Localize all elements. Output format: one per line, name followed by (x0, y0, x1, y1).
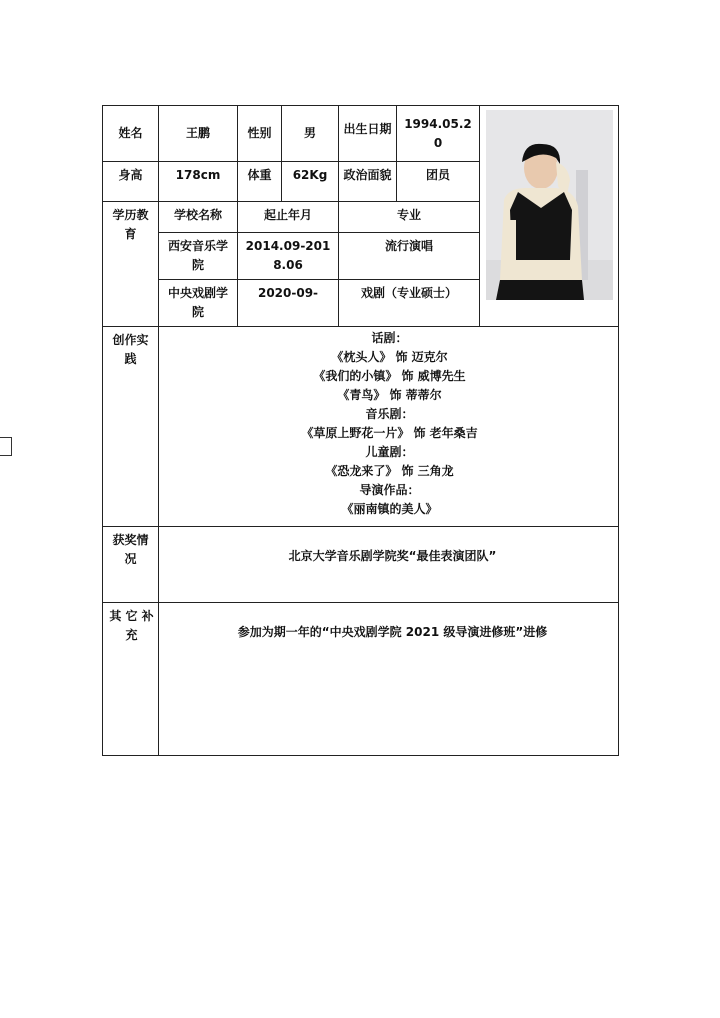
header-school: 学校名称 (159, 202, 238, 233)
value-weight: 62Kg (282, 162, 339, 202)
label-gender: 性别 (238, 106, 282, 162)
awards-content (159, 527, 619, 603)
value-gender: 男 (282, 106, 339, 162)
other-text: 参加为期一年的“中央戏剧学院 2021 级导演进修班”进修 (237, 625, 548, 639)
label-name: 姓名 (103, 106, 159, 162)
awards-text: 北京大学音乐剧学院奖“最佳表演团队” (288, 549, 497, 563)
value-name: 王鹏 (159, 106, 238, 162)
portrait-photo (486, 110, 613, 300)
label-weight: 体重 (238, 162, 282, 202)
practice-line: 音乐剧： (365, 407, 414, 421)
education-major: 流行演唱 (339, 233, 480, 280)
practice-line: 《草原上野花一片》 饰 老年桑吉 (301, 426, 478, 440)
label-other: 其 它 补 充 (103, 603, 159, 756)
practice-content (159, 327, 619, 527)
practice-list (163, 329, 614, 519)
label-birth: 出生日期 (339, 106, 397, 162)
row-awards (103, 527, 619, 603)
practice-line: 《丽南镇的美人》 (341, 502, 438, 516)
row-name (103, 106, 619, 162)
label-education: 学历教育 (103, 202, 159, 327)
value-height: 178cm (159, 162, 238, 202)
row-practice (103, 327, 619, 527)
label-height: 身高 (103, 162, 159, 202)
practice-line: 儿童剧： (365, 445, 414, 459)
education-school: 中央戏剧学院 (159, 280, 238, 327)
margin-marker (0, 437, 12, 456)
label-political: 政治面貌 (339, 162, 397, 202)
resume-table (102, 105, 619, 756)
portrait-icon (486, 110, 613, 300)
practice-line: 话剧： (371, 331, 408, 345)
practice-line: 《恐龙来了》 饰 三角龙 (325, 464, 454, 478)
row-other (103, 603, 619, 756)
label-practice: 创作实践 (103, 327, 159, 527)
header-major: 专业 (339, 202, 480, 233)
education-major: 戏剧（专业硕士） (339, 280, 480, 327)
header-period: 起止年月 (238, 202, 339, 233)
value-political: 团员 (397, 162, 480, 202)
practice-line: 《我们的小镇》 饰 威博先生 (313, 369, 466, 383)
practice-line: 《青鸟》 饰 蒂蒂尔 (337, 388, 442, 402)
practice-line: 导演作品： (359, 483, 420, 497)
education-school: 西安音乐学院 (159, 233, 238, 280)
value-birth: 1994.05.20 (397, 106, 480, 162)
label-awards: 获奖情况 (103, 527, 159, 603)
education-period: 2020-09- (238, 280, 339, 327)
photo-cell (480, 106, 619, 327)
other-content (159, 603, 619, 756)
education-period: 2014.09-2018.06 (238, 233, 339, 280)
practice-line: 《枕头人》 饰 迈克尔 (331, 350, 448, 364)
